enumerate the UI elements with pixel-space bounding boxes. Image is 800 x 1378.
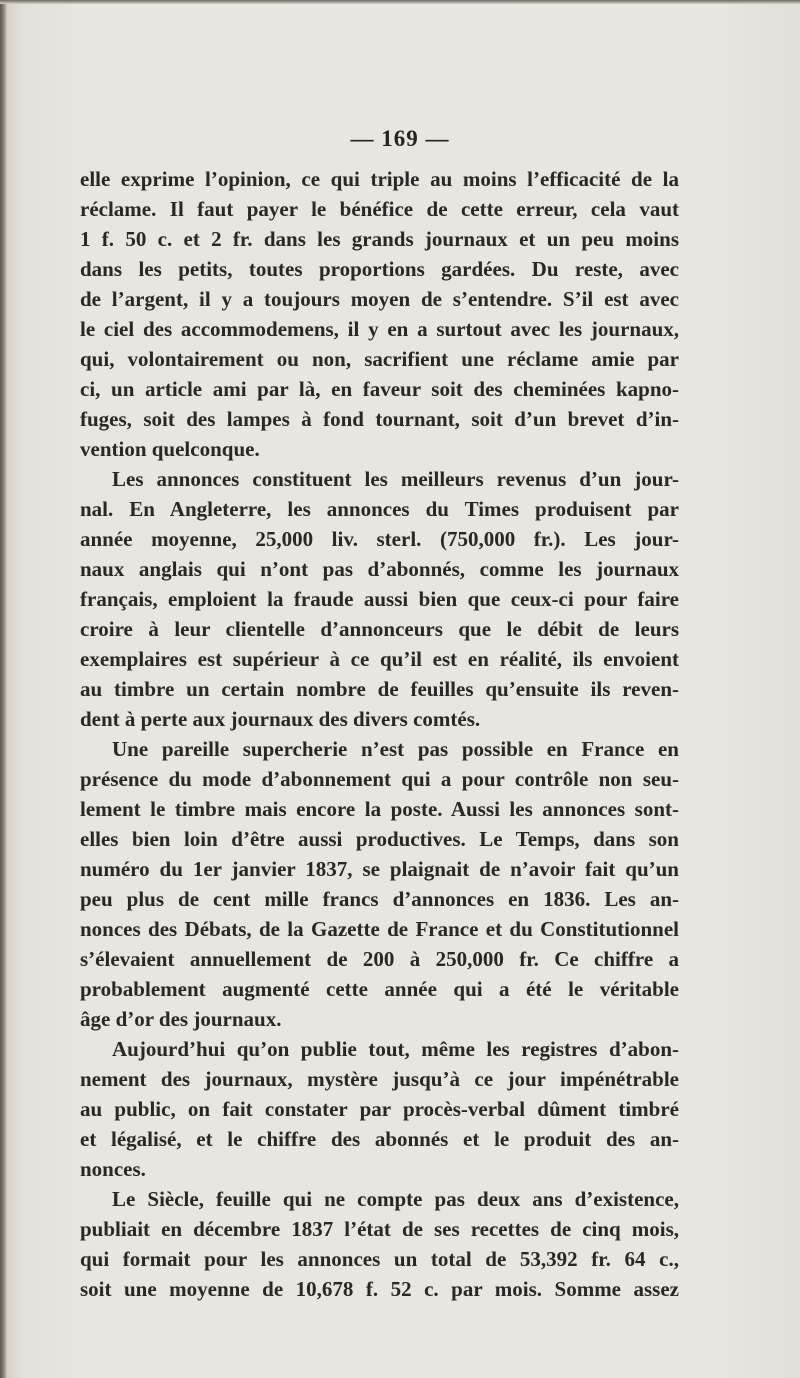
text-line: dans les petits, toutes proportions gardées. Du reste, avec [80, 257, 679, 281]
text-line: naux anglais qui n’ont pas d’abonnés, comme les journaux [80, 557, 679, 581]
text-line: publiait en décembre 1837 l’état de ses recettes de cinq mois, [80, 1217, 679, 1241]
text-line: Aujourd’hui qu’on publie tout, même les registres d’abon- [112, 1037, 679, 1061]
text-line: qui formait pour les annonces un total de 53,392 fr. 64 c., [80, 1247, 679, 1271]
page-number: — 169 — [350, 126, 450, 151]
page-top-edge [0, 0, 800, 4]
text-line: au timbre un certain nombre de feuilles qu’ensuite ils reven- [80, 677, 679, 701]
text-line: 1 f. 50 c. et 2 fr. dans les grands journaux et un peu moins [80, 227, 679, 251]
text-line: elles bien loin d’être aussi productives. Le Temps, dans son [80, 827, 679, 851]
text-line: année moyenne, 25,000 liv. sterl. (750,000 fr.). Les jour- [80, 527, 679, 551]
text-line: au public, on fait constater par procès-verbal dûment timbré [80, 1097, 679, 1121]
text-line: lement le timbre mais encore la poste. Aussi les annonces sont- [80, 797, 679, 821]
text-line: Le Siècle, feuille qui ne compte pas deux ans d’existence, [112, 1187, 679, 1211]
text-line: dent à perte aux journaux des divers comtés. [80, 707, 481, 731]
text-line: numéro du 1er janvier 1837, se plaignait de n’avoir fait qu’un [80, 857, 679, 881]
text-line: de l’argent, il y a toujours moyen de s’entendre. S’il est avec [80, 287, 679, 311]
text-line: exemplaires est supérieur à ce qu’il est en réalité, ils envoient [80, 647, 679, 671]
text-line: soit une moyenne de 10,678 f. 52 c. par mois. Somme assez [80, 1277, 679, 1301]
text-line: âge d’or des journaux. [80, 1007, 282, 1031]
text-line: français, emploient la fraude aussi bien que ceux-ci pour faire [80, 587, 679, 611]
text-line: nement des journaux, mystère jusqu’à ce jour impénétrable [80, 1067, 679, 1091]
text-line: ci, un article ami par là, en faveur soit des cheminées kapno- [80, 377, 679, 401]
text-line: qui, volontairement ou non, sacrifient une réclame amie par [80, 347, 679, 371]
text-line: présence du mode d’abonnement qui a pour contrôle non seu- [80, 767, 679, 791]
text-line: s’élevaient annuellement de 200 à 250,000 fr. Ce chiffre a [80, 947, 679, 971]
text-line: croire à leur clientelle d’annonceurs que le débit de leurs [80, 617, 679, 641]
text-line: Une pareille supercherie n’est pas possible en France en [112, 737, 679, 761]
text-line: nonces. [80, 1157, 146, 1181]
body-text [80, 164, 679, 1304]
text-line: réclame. Il faut payer le bénéfice de cette erreur, cela vaut [80, 197, 679, 221]
text-line: fuges, soit des lampes à fond tournant, soit d’un brevet d’in- [80, 407, 679, 431]
text-line: nonces des Débats, de la Gazette de France et du Constitutionnel [80, 917, 679, 941]
text-line: probablement augmenté cette année qui a été le véritable [80, 977, 679, 1001]
page-binding-edge [0, 0, 7, 1378]
text-line: peu plus de cent mille francs d’annonces en 1836. Les an- [80, 887, 679, 911]
text-line: nal. En Angleterre, les annonces du Times produisent par [80, 497, 679, 521]
text-line: le ciel des accommodemens, il y en a surtout avec les journaux, [80, 317, 679, 341]
text-line: elle exprime l’opinion, ce qui triple au moins l’efficacité de la [80, 167, 679, 191]
text-line: Les annonces constituent les meilleurs revenus d’un jour- [112, 467, 679, 491]
text-line: et légalisé, et le chiffre des abonnés et le produit des an- [80, 1127, 679, 1151]
text-line: vention quelconque. [80, 437, 260, 461]
